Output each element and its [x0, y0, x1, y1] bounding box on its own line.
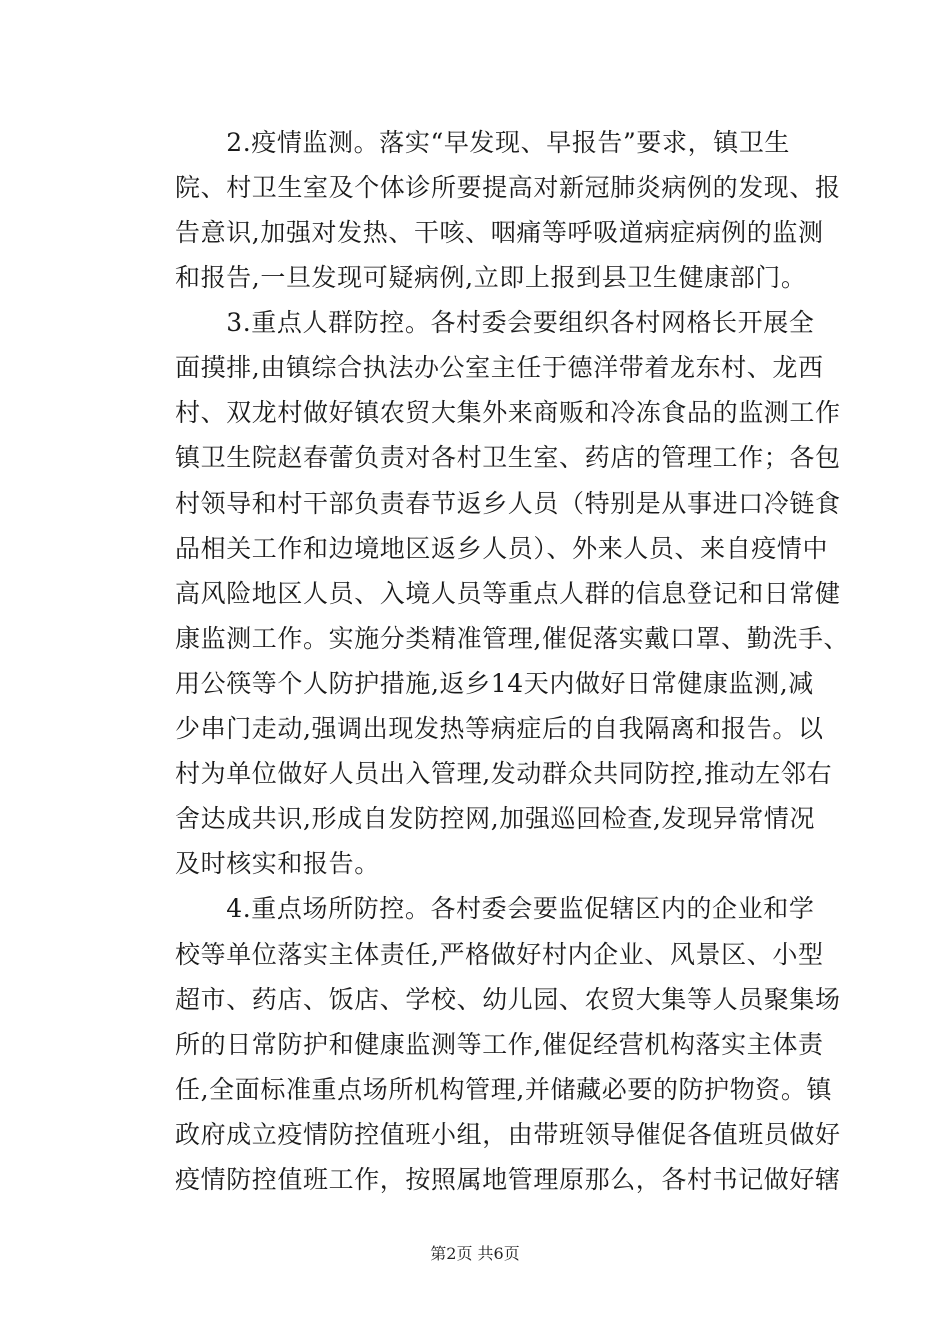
- text-line: 超市、药店、饭店、学校、幼儿园、农贸大集等人员聚集场: [175, 985, 841, 1014]
- text-line: 院、村卫生室及个体诊所要提高对新冠肺炎病例的发现、报: [175, 173, 841, 202]
- text-line: 高风险地区人员、入境人员等重点人群的信息登记和日常健: [175, 579, 841, 608]
- page-footer: 第2页 共6页: [430, 1244, 520, 1263]
- text-line: 少串门走动,强调出现发热等病症后的自我隔离和报告。以: [175, 714, 824, 743]
- text-line: 和报告,一旦发现可疑病例,立即上报到县卫生健康部门。: [175, 263, 807, 292]
- text-line: 所的日常防护和健康监测等工作,催促经营机构落实主体责: [175, 1030, 824, 1059]
- text-line: 任,全面标准重点场所机构管理,并储藏必要的防护物资。镇: [175, 1075, 833, 1104]
- text-line: 及时核实和报告。: [175, 849, 380, 878]
- text-line: 4.重点场所防控。各村委会要监促辖区内的企业和学: [175, 894, 815, 923]
- text-line: 舍达成共识,形成自发防控网,加强巡回检查,发现异常情况: [175, 804, 816, 833]
- text-line: 村、双龙村做好镇农贸大集外来商贩和冷冻食品的监测工作: [175, 398, 841, 427]
- text-line: 镇卫生院赵春蕾负责对各村卫生室、药店的管理工作；各包: [175, 443, 841, 472]
- text-line: 村领导和村干部负责春节返乡人员（特别是从事进口冷链食: [175, 489, 841, 518]
- text-line: 告意识,加强对发热、干咳、咽痛等呼吸道病症病例的监测: [175, 218, 824, 247]
- text-line: 3.重点人群防控。各村委会要组织各村网格长开展全: [175, 308, 815, 337]
- text-line: 校等单位落实主体责任,严格做好村内企业、风景区、小型: [175, 940, 824, 969]
- text-line: 面摸排,由镇综合执法办公室主任于德洋带着龙东村、龙西: [175, 353, 824, 382]
- text-line: 品相关工作和边境地区返乡人员）、外来人员、来自疫情中: [175, 534, 829, 563]
- text-line: 疫情防控值班工作，按照属地管理原那么，各村书记做好辖: [175, 1165, 841, 1194]
- text-line: 用公筷等个人防护措施,返乡14天内做好日常健康监测,减: [175, 669, 814, 698]
- text-line: 政府成立疫情防控值班小组，由带班领导催促各值班员做好: [175, 1120, 841, 1149]
- text-line: 康监测工作。实施分类精准管理,催促落实戴口罩、勤洗手、: [175, 624, 850, 653]
- text-line: 2.疫情监测。落实“早发现、早报告”要求，镇卫生: [175, 128, 791, 157]
- text-line: 村为单位做好人员出入管理,发动群众共同防控,推动左邻右: [175, 759, 833, 788]
